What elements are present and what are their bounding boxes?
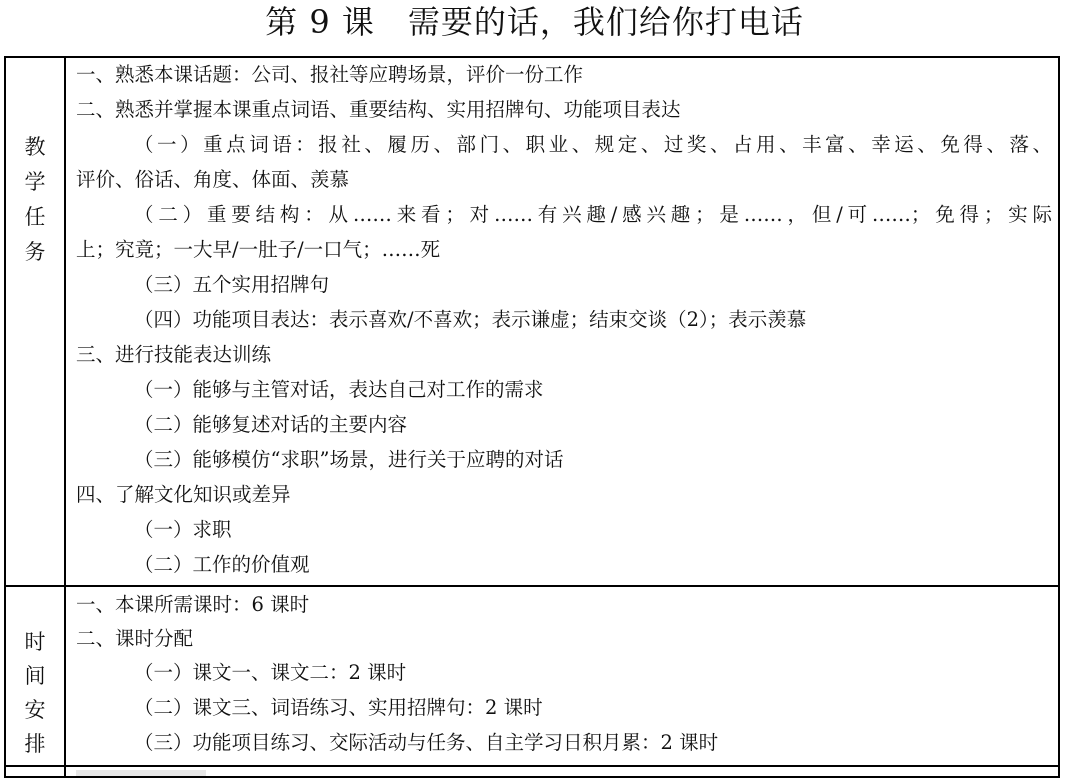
content-line: （二）重要结构：从……来看；对……有兴趣/感兴趣；是……，但/可……；免得；实际	[134, 203, 1052, 226]
content-line: （三）五个实用招牌句	[134, 273, 330, 296]
content-line: 评价、俗话、角度、体面、羡慕	[76, 168, 350, 191]
content-line: 上；究竟；一大早/一肚子/一口气；……死	[76, 238, 441, 261]
content-line: （一）能够与主管对话，表达自己对工作的需求	[134, 378, 544, 401]
time-schedule-content	[65, 586, 1059, 766]
content-line: （一）求职	[134, 518, 232, 541]
row-label-char: 学	[24, 170, 46, 194]
table-row-teaching-tasks	[5, 57, 1059, 586]
content-line: 一、熟悉本课话题：公司、报社等应聘场景，评价一份工作	[76, 63, 584, 86]
row-label-char: 安	[24, 698, 46, 722]
content-line: （三）功能项目练习、交际活动与任务、自主学习日积月累：2 课时	[134, 731, 719, 754]
lesson-title: 第 9 课 需要的话，我们给你打电话	[265, 3, 804, 41]
row-label-char: 务	[24, 240, 46, 264]
content-line: （四）功能项目表达：表示喜欢/不喜欢；表示谦虚；结束交谈（2）；表示羡慕	[134, 308, 807, 331]
content-line: （二）能够复述对话的主要内容	[134, 413, 408, 436]
row-label-teaching-tasks	[5, 57, 65, 586]
teaching-tasks-content	[65, 57, 1059, 586]
row-label-char: 教	[24, 135, 46, 159]
content-line: 二、熟悉并掌握本课重点词语、重要结构、实用招牌句、功能项目表达	[76, 98, 681, 121]
content-line: 二、课时分配	[76, 627, 194, 650]
content-line: （二）工作的价值观	[134, 553, 310, 576]
row-label-time-schedule	[5, 586, 65, 766]
row-label-char: 排	[24, 732, 46, 756]
cropped-content-fragment	[76, 770, 206, 776]
row-label-char: 任	[24, 205, 46, 229]
content-line: （一）课文一、课文二：2 课时	[134, 661, 407, 684]
row-label-char: 时	[24, 630, 46, 654]
lesson-plan-table	[4, 56, 1060, 778]
row-label-char: 间	[24, 664, 46, 688]
content-line: （三）能够模仿“求职”场景，进行关于应聘的对话	[134, 448, 564, 471]
content-line: 四、了解文化知识或差异	[76, 483, 291, 506]
content-line: （二）课文三、词语练习、实用招牌句：2 课时	[134, 696, 543, 719]
content-line: （一）重点词语：报社、履历、部门、职业、规定、过奖、占用、丰富、幸运、免得、落、	[134, 133, 1052, 156]
content-line: 一、本课所需课时：6 课时	[76, 593, 310, 616]
content-line: 三、进行技能表达训练	[76, 343, 272, 366]
table-row-time-schedule	[5, 586, 1059, 766]
